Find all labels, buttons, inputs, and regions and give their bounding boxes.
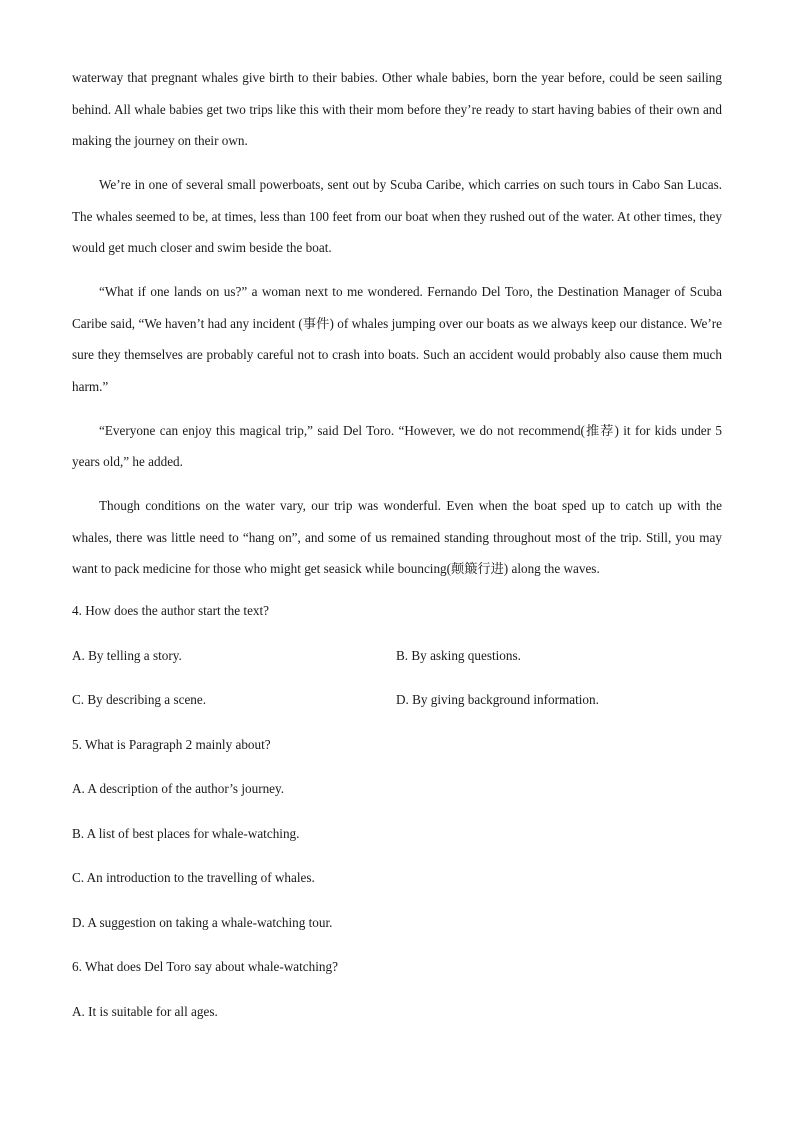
question-4-option-d: D. By giving background information. bbox=[396, 692, 599, 707]
question-6-stem: 6. What does Del Toro say about whale-watching? bbox=[72, 959, 338, 974]
question-4-option-b: B. By asking questions. bbox=[396, 648, 521, 663]
question-5-option-d: D. A suggestion on taking a whale-watching tour. bbox=[72, 915, 333, 930]
questions-section bbox=[72, 0, 722, 1123]
question-5-option-b: B. A list of best places for whale-watching. bbox=[72, 826, 300, 841]
question-4-option-a: A. By telling a story. bbox=[72, 648, 182, 663]
passage-paragraph-5: Though conditions on the water vary, our trip was wonderful. Even when the boat sped up to catch up with the whales, there was little need to “hang on”, and some of us remained standing throughout most of the trip. Still, you may want to pack medicine for those who might get seasick while bouncing(颠簸行进) along the waves. bbox=[72, 498, 722, 576]
question-4-stem: 4. How does the author start the text? bbox=[72, 603, 270, 618]
question-5-option-c: C. An introduction to the travelling of whales. bbox=[72, 870, 315, 885]
passage-paragraph-4: “Everyone can enjoy this magical trip,” said Del Toro. “However, we do not recommend(推荐) it for kids under 5 years old,” he added. bbox=[72, 422, 722, 469]
passage-paragraph-3: “What if one lands on us?” a woman next to me wondered. Fernando Del Toro, the Destination Manager of Scuba Caribe said, “We haven’t had any incident (事件) of whales jumping over our boats as we always keep our distance. We’re sure they themselves are probably careful not to crash into boats. Such an accident would probably also cause them much harm.” bbox=[72, 284, 722, 394]
question-5-option-a: A. A description of the author’s journey. bbox=[72, 781, 285, 796]
passage-paragraph-1: waterway that pregnant whales give birth to their babies. Other whale babies, born the year before, could be seen sailing behind. All whale babies get two trips like this with their mom before they’re ready to start having babies of their own and making the journey on their own. bbox=[72, 70, 722, 148]
passage-paragraph-2: We’re in one of several small powerboats, sent out by Scuba Caribe, which carries on such tours in Cabo San Lucas. The whales seemed to be, at times, less than 100 feet from our boat when they rushed out of the water. At other times, they would get much closer and swim beside the boat. bbox=[72, 177, 722, 255]
question-6-option-a: A. It is suitable for all ages. bbox=[72, 1004, 218, 1019]
question-5-stem: 5. What is Paragraph 2 mainly about? bbox=[72, 737, 271, 752]
question-4-option-c: C. By describing a scene. bbox=[72, 692, 207, 707]
